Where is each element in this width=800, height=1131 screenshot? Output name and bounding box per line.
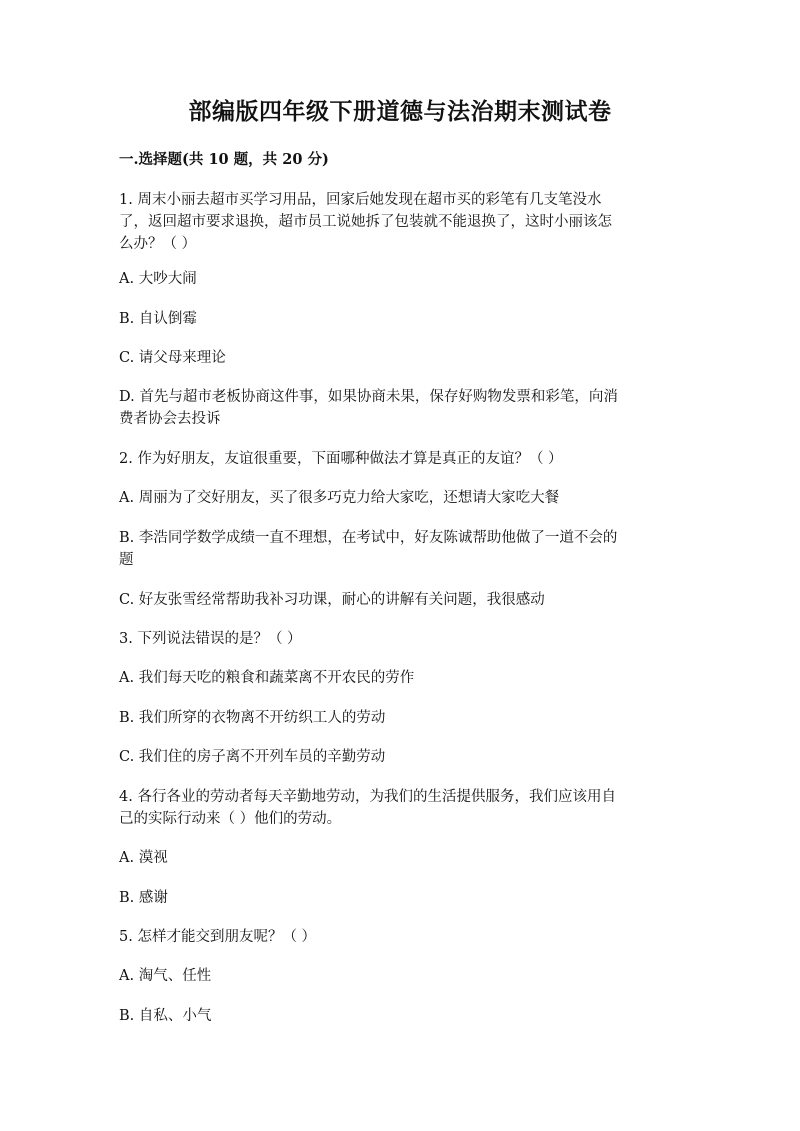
question-1-option-d-line: D. 首先与超市老板协商这件事，如果协商未果，保存好购物发票和彩笔，向消 [119, 389, 618, 405]
page-title: 部编版四年级下册道德与法治期末测试卷 [188, 98, 612, 125]
question-4-option-b: B. 感谢 [119, 890, 168, 906]
question-3-option-a: A. 我们每天吃的粮食和蔬菜离不开农民的劳作 [119, 670, 415, 686]
question-4-stem [119, 786, 684, 830]
question-3-option-b: B. 我们所穿的衣物离不开纺织工人的劳动 [119, 710, 386, 726]
question-2-option-a: A. 周丽为了交好朋友，买了很多巧克力给大家吃，还想请大家吃大餐 [119, 490, 560, 506]
question-2-stem: 2. 作为好朋友，友谊很重要，下面哪种做法才算是真正的友谊？（ ） [119, 451, 563, 467]
question-2-option-b [119, 527, 684, 571]
question-1-stem-line: 么办？（ ） [119, 236, 197, 252]
question-4-option-a: A. 漠视 [119, 850, 168, 866]
section-heading: 一.选择题(共 10 题，共 20 分) [119, 151, 329, 168]
question-2-option-c: C. 好友张雪经常帮助我补习功课，耐心的讲解有关问题，我很感动 [119, 592, 545, 608]
question-1-option-a: A. 大吵大闹 [119, 271, 197, 287]
question-1-option-b: B. 自认倒霉 [119, 311, 197, 327]
question-5-stem: 5. 怎样才能交到朋友呢？（ ） [119, 929, 317, 945]
question-4-stem-line: 己的实际行动来（ ）他们的劳动。 [119, 811, 342, 827]
question-2-option-b-line: B. 李浩同学数学成绩一直不理想，在考试中，好友陈诚帮助他做了一道不会的 [119, 530, 618, 546]
question-1-stem [119, 189, 684, 255]
question-1-option-c: C. 请父母来理论 [119, 350, 226, 366]
question-1-stem-line: 了，返回超市要求退换，超市员工说她拆了包装就不能退换了，这时小丽该怎 [119, 214, 612, 230]
question-5-option-b: B. 自私、小气 [119, 1008, 212, 1024]
question-1-option-d [119, 386, 684, 430]
question-5-option-a: A. 淘气、任性 [119, 968, 212, 984]
question-3-stem: 3. 下列说法错误的是？（ ） [119, 631, 302, 647]
question-1-stem-line: 1. 周末小丽去超市买学习用品，回家后她发现在超市买的彩笔有几支笔没水 [119, 192, 602, 208]
question-4-stem-line: 4. 各行各业的劳动者每天辛勤地劳动，为我们的生活提供服务，我们应该用自 [119, 789, 616, 805]
question-1-option-d-line: 费者协会去投诉 [119, 411, 221, 427]
question-2-option-b-line: 题 [119, 552, 134, 568]
question-3-option-c: C. 我们住的房子离不开列车员的辛勤劳动 [119, 749, 386, 765]
